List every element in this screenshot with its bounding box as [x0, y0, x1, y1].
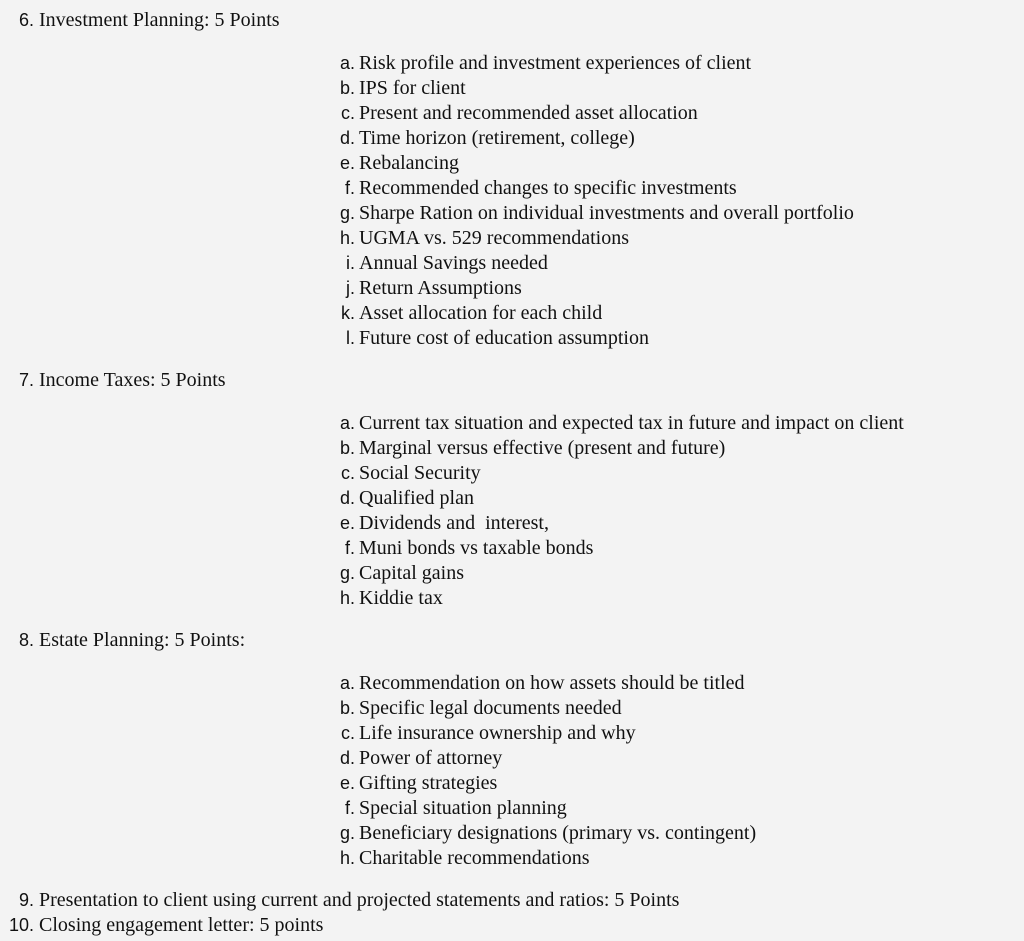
list-item: [334, 511, 549, 536]
item-letter: f.: [344, 178, 355, 198]
item-text: Special situation planning: [359, 797, 567, 819]
item-letter: b.: [339, 78, 355, 98]
section-title: Income Taxes: 5 Points: [39, 369, 226, 391]
item-letter: e.: [339, 153, 355, 173]
item-letter: h.: [339, 588, 355, 608]
item-text: Power of attorney: [359, 747, 503, 769]
list-item: [334, 671, 745, 696]
item-letter: d.: [339, 488, 355, 508]
item-letter: d.: [339, 748, 355, 768]
item-letter: a.: [339, 53, 355, 73]
list-item: [334, 696, 622, 721]
item-text: Kiddie tax: [359, 587, 443, 609]
section-title: Estate Planning: 5 Points:: [39, 629, 246, 651]
item-letter: e.: [339, 513, 355, 533]
list-item: [334, 436, 725, 461]
item-letter: a.: [339, 673, 355, 693]
item-letter: d.: [339, 128, 355, 148]
item-letter: g.: [339, 203, 355, 223]
item-letter: c.: [340, 463, 355, 483]
item-letter: c.: [340, 103, 355, 123]
item-text: Return Assumptions: [359, 277, 522, 299]
item-letter: c.: [340, 723, 355, 743]
item-letter: f.: [344, 538, 355, 558]
section-number: 7.: [19, 370, 35, 390]
item-letter: i.: [346, 253, 355, 273]
item-letter: b.: [339, 438, 355, 458]
item-letter: g.: [339, 823, 355, 843]
item-letter: h.: [339, 848, 355, 868]
item-text: Gifting strategies: [359, 772, 498, 794]
item-text: Rebalancing: [359, 152, 459, 174]
item-text: Life insurance ownership and why: [359, 722, 636, 744]
list-item: [334, 301, 602, 326]
item-letter: h.: [339, 228, 355, 248]
item-text: Present and recommended asset allocation: [359, 102, 698, 124]
list-item: [334, 176, 737, 201]
list-item: [334, 721, 636, 746]
item-text: Marginal versus effective (present and future): [359, 437, 726, 459]
item-text: UGMA vs. 529 recommendations: [359, 227, 629, 249]
section-heading: [9, 913, 323, 938]
section-number: 10.: [9, 915, 35, 935]
list-item: [334, 796, 567, 821]
list-item: [334, 126, 635, 151]
section-heading: [19, 628, 245, 653]
item-text: Qualified plan: [359, 487, 474, 509]
list-item: [334, 76, 466, 101]
list-item: [334, 51, 751, 76]
list-item: [334, 151, 459, 176]
list-item: [334, 561, 464, 586]
list-item: [334, 226, 629, 251]
item-text: Charitable recommendations: [359, 847, 590, 869]
item-text: Dividends and interest,: [359, 512, 549, 534]
item-text: Asset allocation for each child: [359, 302, 603, 324]
list-item: [334, 586, 443, 611]
list-item: [334, 846, 589, 871]
item-letter: k.: [340, 303, 355, 323]
item-text: Future cost of education assumption: [359, 327, 649, 349]
item-text: Risk profile and investment experiences of client: [359, 52, 752, 74]
item-text: Muni bonds vs taxable bonds: [359, 537, 594, 559]
item-text: Time horizon (retirement, college): [359, 127, 635, 149]
item-letter: b.: [339, 698, 355, 718]
section-number: 9.: [19, 890, 35, 910]
list-item: [334, 746, 502, 771]
section-number: 6.: [19, 10, 35, 30]
list-item: [334, 486, 474, 511]
section-title: Closing engagement letter: 5 points: [39, 914, 324, 936]
item-text: Recommended changes to specific investments: [359, 177, 737, 199]
item-letter: g.: [339, 563, 355, 583]
item-text: Annual Savings needed: [359, 252, 548, 274]
list-item: [334, 771, 497, 796]
item-letter: a.: [339, 413, 355, 433]
list-item: [334, 101, 698, 126]
list-item: [334, 411, 904, 436]
list-item: [334, 276, 522, 301]
section-heading: [19, 8, 280, 33]
item-text: IPS for client: [359, 77, 466, 99]
section-heading: [19, 368, 226, 393]
list-item: [334, 821, 756, 846]
list-item: [334, 461, 481, 486]
section-heading: [19, 888, 679, 913]
section-title: Presentation to client using current and projected statements and ratios: 5 Points: [39, 889, 680, 911]
item-text: Beneficiary designations (primary vs. contingent): [359, 822, 757, 844]
item-text: Social Security: [359, 462, 481, 484]
item-letter: f.: [344, 798, 355, 818]
list-item: [334, 201, 854, 226]
item-text: Specific legal documents needed: [359, 697, 622, 719]
item-letter: e.: [339, 773, 355, 793]
list-item: [334, 251, 548, 276]
section-title: Investment Planning: 5 Points: [39, 9, 280, 31]
item-text: Sharpe Ration on individual investments and overall portfolio: [359, 202, 854, 224]
item-text: Capital gains: [359, 562, 464, 584]
item-text: Current tax situation and expected tax in future and impact on client: [359, 412, 904, 434]
section-number: 8.: [19, 630, 35, 650]
item-letter: j.: [346, 278, 355, 298]
list-item: [334, 536, 593, 561]
list-item: [334, 326, 649, 351]
item-letter: l.: [346, 328, 355, 348]
item-text: Recommendation on how assets should be titled: [359, 672, 745, 694]
